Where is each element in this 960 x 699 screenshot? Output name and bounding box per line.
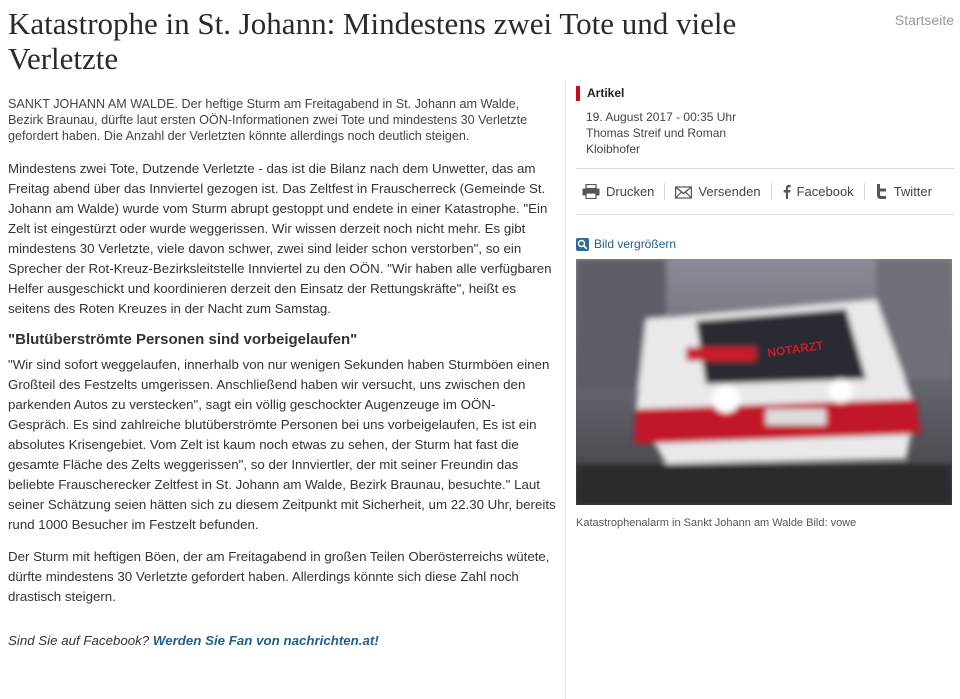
- send-button[interactable]: [675, 183, 771, 200]
- article-photo[interactable]: [576, 259, 952, 505]
- article-meta: [586, 109, 954, 157]
- article-authors: Thomas Streif und Roman Kloibhofer: [586, 126, 727, 156]
- column-divider: [565, 80, 566, 699]
- facebook-prompt: Sind Sie auf Facebook?: [8, 633, 150, 648]
- zoom-icon: [576, 238, 589, 251]
- facebook-share-button[interactable]: [782, 183, 865, 200]
- article-date: 19. August 2017 - 00:35 Uhr: [586, 110, 737, 124]
- print-button[interactable]: [582, 183, 665, 200]
- article-paragraph: "Wir sind sofort weggelaufen, innerhalb von nur wenigen Sekunden haben Sturmböen einen Großteil des Festzelts umgerissen. Anschließend haben wir versucht, uns zwischen den parkenden Autos zu verstecken", sagt ein völlig geschockter Augenzeuge im OÖN-Gespräch. Es sind zahlreiche blutüberströmte Personen bei uns vorbeigelaufen, Es ist ein absolutes Krisengebiet. Vom Zelt ist kaum noch etwas zu sehen, der Sturm hat fast die gesamte Fläche des Zelts weggerissen", so der Innviertler, der mit seiner Freundin das beliebte Frauscherecker Zeltfest in St. Johann am Walde, Bezirk Braunau, besuchte." Laut seiner Schätzung seien hätten sich zu diesem Zeitpunkt mit Sicherheit, um 22.30 Uhr, bereits rund 1000 Besucher im Festzelt befunden.: [8, 357, 556, 532]
- enlarge-image-link[interactable]: [576, 237, 954, 251]
- twitter-label: Twitter: [893, 184, 932, 199]
- share-toolbar: [576, 168, 954, 215]
- photo-caption: Katastrophenalarm in Sankt Johann am Walde Bild: vowe: [576, 517, 857, 529]
- facebook-fan-link[interactable]: Werden Sie Fan von nachrichten.at!: [152, 633, 379, 648]
- article-paragraph: Der Sturm mit heftigen Böen, der am Freitagabend in großen Teilen Oberösterreichs wütete, dürfte mindestens 30 Verletzte gefordert haben. Allerdings könnte sich diese Zahl noch drastisch steigern.: [8, 549, 550, 604]
- facebook-icon: [782, 184, 791, 199]
- twitter-icon: [875, 184, 888, 199]
- enlarge-label: Bild vergrößern: [594, 237, 677, 251]
- send-label: Versenden: [698, 184, 761, 199]
- ambulance-lettering: NOTARZT: [766, 338, 825, 360]
- article-lead: SANKT JOHANN AM WALDE. Der heftige Sturm am Freitagabend in St. Johann am Walde, Bezirk Braunau, dürfte laut ersten OÖN-Informationen zwei Tote und mindestens 30 Verletzte gefordert haben. Die Anzahl der Verletzten könnte allerdings noch deutlich steigen.: [8, 97, 528, 143]
- article-sidebar: [576, 86, 954, 529]
- facebook-label: Facebook: [796, 184, 854, 199]
- article-subheading: "Blutüberströmte Personen sind vorbeigelaufen": [8, 331, 358, 348]
- page-title: Katastrophe in St. Johann: Mindestens zwei Tote und viele Verletzte: [8, 6, 737, 76]
- article-body: [8, 96, 556, 663]
- print-label: Drucken: [606, 184, 655, 199]
- ambulance-photo-graphic: [576, 259, 952, 505]
- facebook-promo: [8, 631, 556, 651]
- startseite-link[interactable]: Startseite: [894, 12, 954, 28]
- printer-icon: [582, 184, 600, 199]
- twitter-share-button[interactable]: [875, 183, 942, 200]
- envelope-icon: [675, 185, 692, 199]
- article-paragraph: Mindestens zwei Tote, Dutzende Verletzte - das ist die Bilanz nach dem Unwetter, das am Freitag abend über das Innviertel gezogen ist. Das Zeltfest in Frauscherreck (Gemeinde St. Johann am Walde) wurde vom Sturm abrupt gestoppt und endete in einer Katastrophe. "Ein Zelt ist eingestürzt oder wurde weggerissen. Wir wissen derzeit noch nicht mehr. Es gibt mindestens 30 Verletzte, viele davon schwer, zwei sind leider schon verstorben", so ein Sprecher der Rot-Kreuz-Bezirksleitstelle Innviertel zu den OÖN. "Wir haben alle verfügbaren Helfer ausgeschickt und koordinieren derzeit den Einsatz der Rettungskräfte", heißt es seitens des Roten Kreuzes in der Nacht zum Samstag.: [8, 161, 552, 316]
- article-label: Artikel: [576, 86, 954, 101]
